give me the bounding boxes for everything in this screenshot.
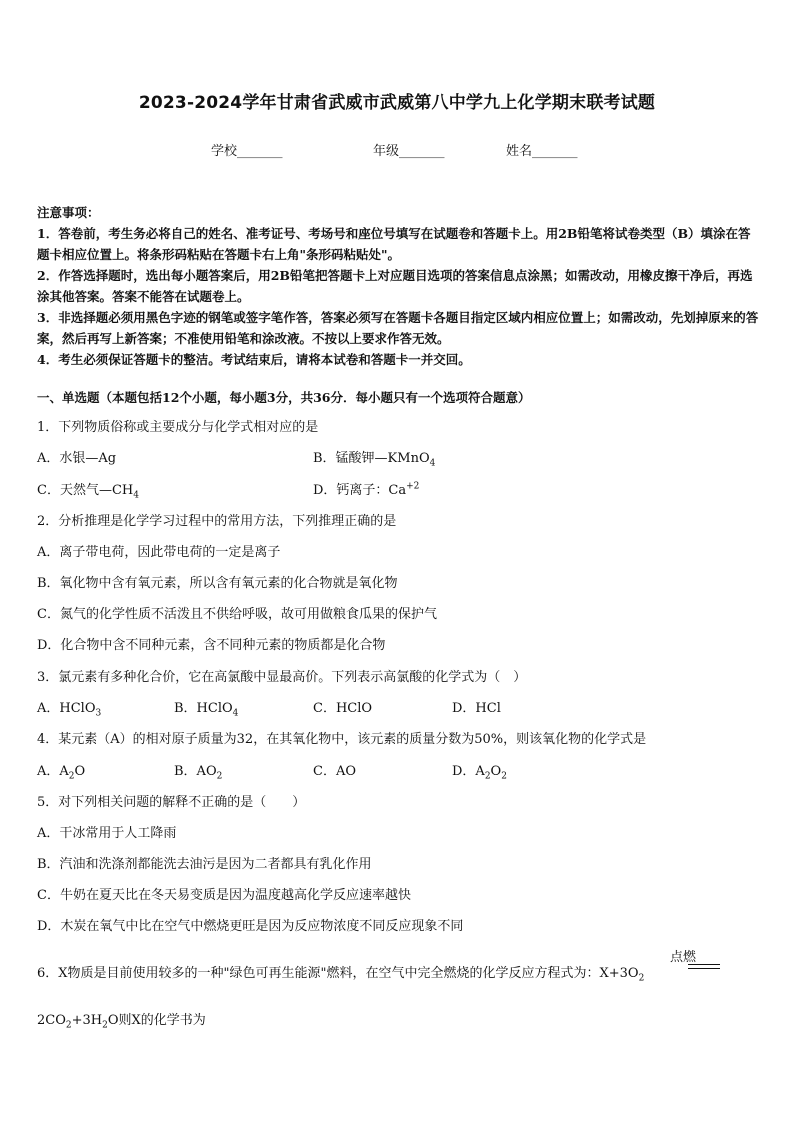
q2-option-c[interactable]: C．氮气的化学性质不活泼且不供给呼吸，故可用做粮食瓜果的保护气 [37,607,437,622]
question-2-stem: 2．分析推理是化学学习过程中的常用方法，下列推理正确的是 [37,514,397,529]
q4-option-c[interactable]: C．AO [313,764,356,779]
q3-option-d[interactable]: D．HCl [452,701,501,716]
q1-option-d[interactable]: D．钙离子：$Ca^{+2}$ [313,481,420,498]
q5-option-d[interactable]: D．木炭在氧气中比在空气中燃烧更旺是因为反应物浓度不同反应现象不同 [37,919,464,934]
notice-heading: 注意事项： [37,205,100,220]
question-6-equation-continued: $2CO_2+3H_2O$则X的化学书为 [37,1013,206,1031]
q5-option-a[interactable]: A．干冰常用于人工降雨 [37,826,177,841]
q3-option-c[interactable]: C．HClO [313,701,373,716]
grade-field[interactable]: 年级_______ [373,144,445,159]
reaction-equals-sign [688,964,720,969]
notice-item: 3．非选择题必须用黑色字迹的钢笔或签字笔作答，答案必须写在答题卡各题目指定区域内相应位置上；如需改动，先划掉原来的答案，然后再写上新答案；不准使用铅笔和涂改液。不按以上要求作答无效。 [37,310,759,346]
q2-option-a[interactable]: A．离子带电荷，因此带电荷的一定是离子 [37,545,281,560]
name-field[interactable]: 姓名_______ [506,144,578,159]
q1-option-c[interactable]: C．天然气$—CH_4$ [37,483,139,501]
reaction-condition: 点燃 [669,950,696,965]
q4-option-a[interactable]: A．$A_2O$ [37,764,86,782]
notice-item: 1．答卷前，考生务必将自己的姓名、准考证号、考场号和座位号填写在试题卷和答题卡上。用2B铅笔将试卷类型（B）填涂在答题卡相应位置上。将条形码粘贴在答题卡右上角"条形码粘贴处"。 [37,226,751,262]
q5-option-b[interactable]: B．汽油和洗涤剂都能洗去油污是因为二者都具有乳化作用 [37,857,372,872]
question-1-stem: 1．下列物质俗称或主要成分与化学式相对应的是 [37,420,319,435]
question-4-stem: 4．某元素（A）的相对原子质量为32，在其氧化物中，该元素的质量分数为50%，则该氧化物的化学式是 [37,732,647,747]
q4-option-b[interactable]: B．$AO_2$ [174,764,223,782]
q4-option-d[interactable]: D．$A_2O_2$ [452,764,507,782]
q3-option-b[interactable]: B．HClO$_4$ [174,701,239,719]
question-3-stem: 3．氯元素有多种化合价，它在高氯酸中显最高价。下列表示高氯酸的化学式为（ ） [37,670,527,685]
exam-title: 2023-2024学年甘肃省武威市武威第八中学九上化学期末联考试题 [138,93,656,113]
section-heading: 一、单选题（本题包括12个小题，每小题3分，共36分．每小题只有一个选项符合题意） [37,390,531,405]
q3-option-a[interactable]: A．HClO$_3$ [37,701,102,719]
question-5-stem: 5．对下列相关问题的解释不正确的是（ ） [37,795,306,810]
question-6-stem: 6．X物质是目前使用较多的一种"绿色可再生能源"燃料，在空气中完全燃烧的化学反应方程式为：$X+3O_2$ [37,966,645,984]
q2-option-d[interactable]: D．化合物中含不同种元素，含不同种元素的物质都是化合物 [37,638,386,653]
q1-option-a[interactable]: A．水银—Ag [37,451,117,466]
notice-item: 2．作答选择题时，选出每小题答案后，用2B铅笔把答题卡上对应题目选项的答案信息点涂黑；如需改动，用橡皮擦干净后，再选涂其他答案。答案不能答在试题卷上。 [37,268,753,304]
notice-block [37,202,761,370]
notice-item: 4．考生必须保证答题卡的整洁。考试结束后，请将本试卷和答题卡一并交回。 [37,352,471,367]
school-field[interactable]: 学校_______ [211,144,283,159]
q5-option-c[interactable]: C．牛奶在夏天比在冬天易变质是因为温度越高化学反应速率越快 [37,888,411,903]
q2-option-b[interactable]: B．氧化物中含有氧元素，所以含有氧元素的化合物就是氧化物 [37,576,398,591]
q1-option-b[interactable]: B．锰酸钾—KMnO$_4$ [313,451,436,469]
